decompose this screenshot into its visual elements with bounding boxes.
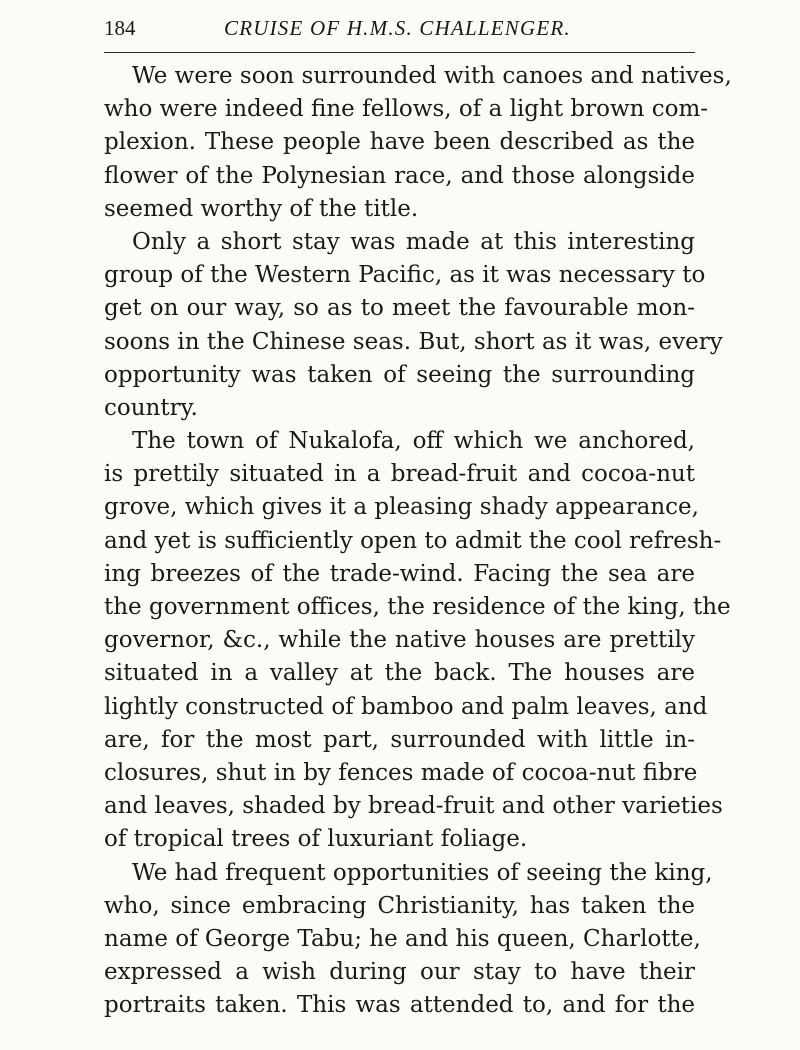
header-rule	[104, 52, 695, 53]
text-line: ing breezes of the trade-wind. Facing the sea are	[104, 560, 695, 587]
text-line: group of the Western Pacific, as it was necessary to	[104, 262, 706, 289]
text-line: plexion. These people have been described as the	[104, 129, 695, 156]
text-line: The town of Nukalofa, off which we anchored,	[132, 428, 695, 455]
paragraph	[104, 857, 713, 1023]
text-line: lightly constructed of bamboo and palm leaves, and	[104, 693, 708, 720]
text-line: and yet is sufficiently open to admit the cool refresh-	[104, 527, 722, 554]
text-line: of tropical trees of luxuriant foliage.	[104, 826, 528, 853]
text-line: and leaves, shaded by bread-fruit and other varieties	[104, 793, 723, 820]
text-line: Only a short stay was made at this interesting	[132, 228, 695, 255]
text-line: expressed a wish during our stay to have their	[104, 959, 695, 986]
page-header	[104, 16, 694, 50]
text-line: soons in the Chinese seas. But, short as it was, every	[104, 328, 723, 355]
running-title: CRUISE OF H.M.S. CHALLENGER.	[224, 16, 571, 40]
text-line: who, since embracing Christianity, has taken the	[104, 892, 695, 919]
text-line: get on our way, so as to meet the favourable mon-	[104, 295, 695, 322]
text-line: flower of the Polynesian race, and those alongside	[104, 162, 695, 189]
text-line: the government offices, the residence of the king, the	[104, 594, 731, 620]
text-line: seemed worthy of the title.	[104, 195, 419, 222]
text-line: opportunity was taken of seeing the surrounding	[104, 361, 695, 388]
text-line: name of George Tabu; he and his queen, Charlotte,	[104, 925, 701, 952]
body-text	[104, 60, 732, 1022]
text-line: We were soon surrounded with canoes and natives,	[132, 63, 732, 89]
paragraph	[104, 60, 732, 226]
text-line: situated in a valley at the back. The houses are	[104, 660, 695, 687]
text-line: country.	[104, 394, 198, 421]
paragraph	[104, 425, 731, 856]
text-line: We had frequent opportunities of seeing the king,	[132, 859, 713, 886]
text-line: is prettily situated in a bread-fruit and cocoa-nut	[104, 461, 695, 488]
paragraph	[104, 226, 723, 425]
text-line: are, for the most part, surrounded with little in-	[104, 726, 695, 753]
text-line: grove, which gives it a pleasing shady appearance,	[104, 494, 699, 521]
text-line: who were indeed fine fellows, of a light brown com-	[104, 96, 709, 123]
text-line: closures, shut in by fences made of cocoa-nut fibre	[104, 759, 698, 786]
text-line: portraits taken. This was attended to, and for the	[104, 992, 695, 1019]
text-line: governor, &c., while the native houses are prettily	[104, 627, 695, 654]
page-number: 184	[104, 16, 136, 40]
